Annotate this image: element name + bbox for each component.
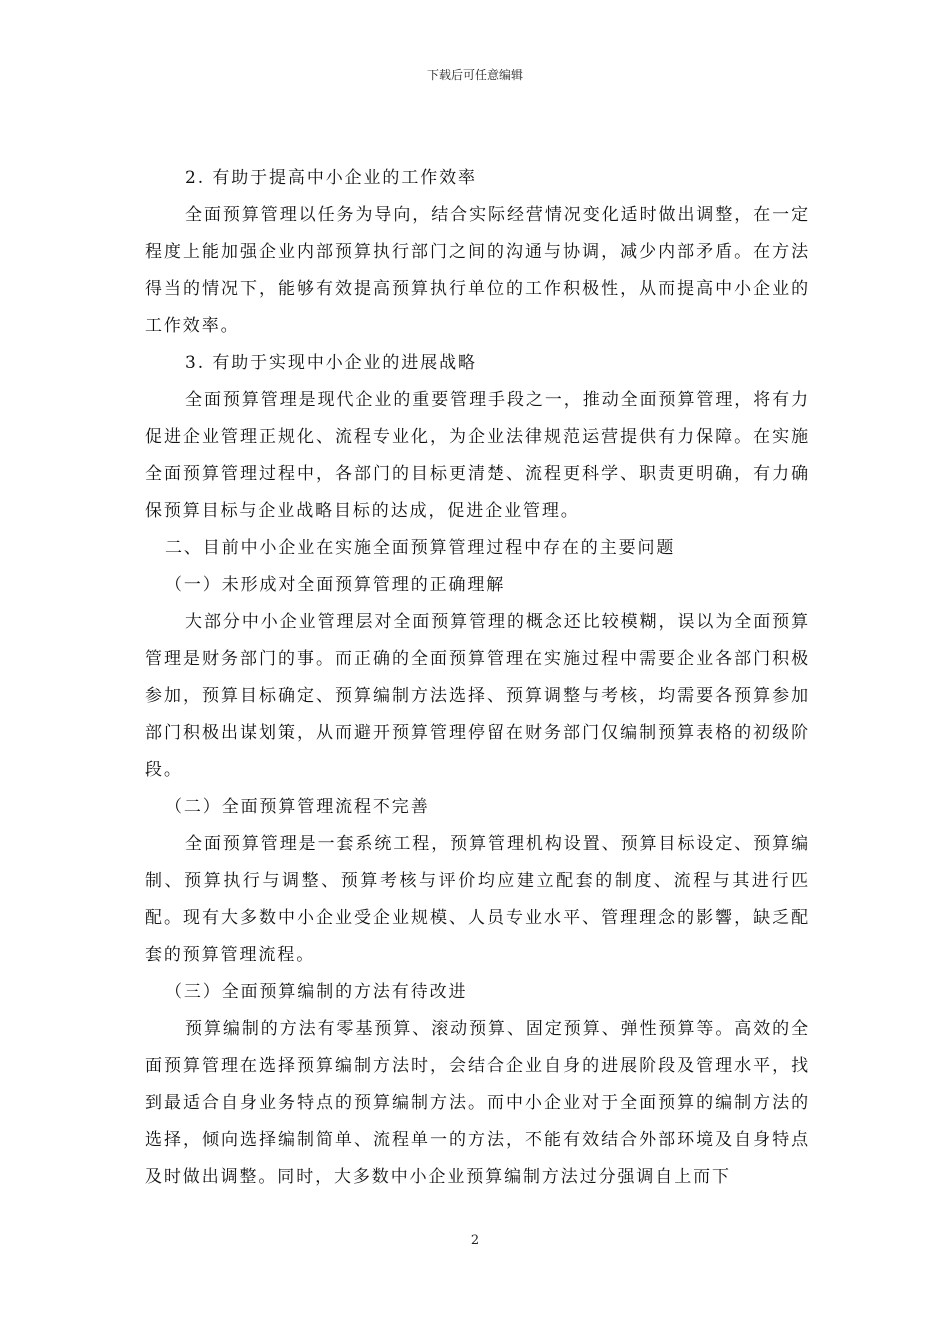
paragraph-methods: 预算编制的方法有零基预算、滚动预算、固定预算、弹性预算等。高效的全面预算管理在选择预算编制方法时，会结合企业自身的进展阶段及管理水平，找到最适合自身业务特点的预算编制方法。而中小企业对于全面预算的编制方法的选择，倾向选择编制简单、流程单一的方法，不能有效结合外部环境及自身特点及时做出调整。同时，大多数中小企业预算编制方法过分强调自上而下 bbox=[145, 1019, 810, 1187]
chapter-heading-problems: 二、目前中小企业在实施全面预算管理过程中存在的主要问题 bbox=[165, 538, 676, 558]
page-header: 下载后可任意编辑 bbox=[426, 68, 523, 82]
paragraph-understanding: 大部分中小企业管理层对全面预算管理的概念还比较模糊，误以为全面预算管理是财务部门的事。而正确的全面预算管理在实施过程中需要企业各部门积极参加，预算目标确定、预算编制方法选择、预算调整与考核，均需要各预算参加部门积极出谋划策，从而避开预算管理停留在财务部门仅编制预算表格的初级阶段。 bbox=[145, 612, 810, 780]
paragraph-efficiency: 全面预算管理以任务为导向，结合实际经营情况变化适时做出调整，在一定程度上能加强企业内部预算执行部门之间的沟通与协调，减少内部矛盾。在方法得当的情况下，能够有效提高预算执行单位的工作积极性，从而提高中小企业的工作效率。 bbox=[145, 205, 810, 336]
subheading-process: （二）全面预算管理流程不完善 bbox=[165, 797, 430, 817]
page-number: 2 bbox=[470, 1233, 480, 1248]
subheading-understanding: （一）未形成对全面预算管理的正确理解 bbox=[165, 575, 506, 595]
document-body bbox=[145, 160, 810, 1196]
paragraph-strategy: 全面预算管理是现代企业的重要管理手段之一，推动全面预算管理，将有力促进企业管理正规化、流程专业化，为企业法律规范运营提供有力保障。在实施全面预算管理过程中，各部门的目标更清楚、流程更科学、职责更明确，有力确保预算目标与企业战略目标的达成，促进企业管理。 bbox=[145, 390, 810, 521]
subheading-methods: （三）全面预算编制的方法有待改进 bbox=[165, 982, 468, 1002]
section-heading-efficiency: 2. 有助于提高中小企业的工作效率 bbox=[185, 168, 477, 188]
paragraph-process: 全面预算管理是一套系统工程，预算管理机构设置、预算目标设定、预算编制、预算执行与调整、预算考核与评价均应建立配套的制度、流程与其进行匹配。现有大多数中小企业受企业规模、人员专业水平、管理理念的影響，缺乏配套的预算管理流程。 bbox=[145, 834, 810, 965]
section-heading-strategy: 3. 有助于实现中小企业的进展战略 bbox=[185, 353, 477, 373]
